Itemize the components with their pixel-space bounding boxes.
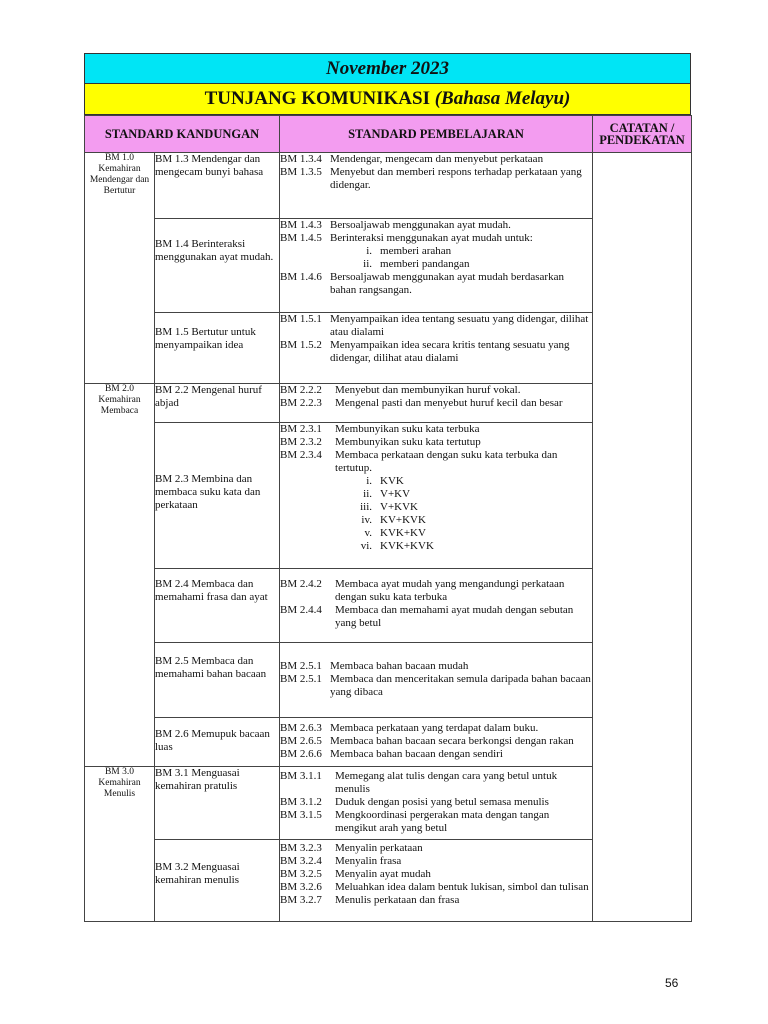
catatan-cell <box>593 153 692 922</box>
header-pembelajaran: STANDARD PEMBELAJARAN <box>280 116 593 153</box>
list-item: BM 2.4.4 Membaca dan memahami ayat mudah dengan sebutan yang betul <box>280 604 574 629</box>
list-item: BM 1.4.6 Bersoaljawab menggunakan ayat mudah berdasarkan bahan rangsangan. <box>280 271 564 296</box>
pembelajaran-cell <box>280 840 593 922</box>
list-item: BM 2.6.3 Membaca perkataan yang terdapat dalam buku. <box>280 722 539 734</box>
table-row <box>85 153 692 219</box>
sub-item: i. memberi arahan <box>366 245 452 257</box>
list-item: BM 3.2.5 Menyalin ayat mudah <box>280 868 431 880</box>
list-item: BM 1.3.5 Menyebut dan memberi respons terhadap perkataan yang didengar. <box>280 166 582 191</box>
sub-item: ii. memberi pandangan <box>363 258 470 270</box>
pembelajaran-cell <box>280 643 593 718</box>
title-banner <box>84 84 691 115</box>
list-item: BM 3.2.3 Menyalin perkataan <box>280 842 423 854</box>
month-banner <box>84 53 691 84</box>
list-item: BM 3.1.1 Memegang alat tulis dengan cara yang betul untuk menulis <box>280 770 558 795</box>
group-bm3: BM 3.0 Kemahiran Menulis <box>85 767 155 922</box>
page-number: 56 <box>665 976 679 990</box>
table-header-row <box>85 116 692 153</box>
month-label: November 2023 <box>326 58 449 79</box>
pembelajaran-cell <box>280 313 593 384</box>
kandungan-cell: BM 2.6 Memupuk bacaan luas <box>155 718 280 767</box>
pembelajaran-cell <box>280 767 593 840</box>
list-item: BM 2.3.1 Membunyikan suku kata terbuka <box>280 423 480 435</box>
pembelajaran-cell <box>280 219 593 313</box>
sub-item: i. KVK <box>366 475 404 487</box>
list-item: BM 1.3.4 Mendengar, mengecam dan menyebut perkataan <box>280 153 544 165</box>
pembelajaran-cell <box>280 569 593 643</box>
sub-item: iii. V+KVK <box>360 501 418 513</box>
kandungan-cell: BM 2.5 Membaca dan memahami bahan bacaan <box>155 643 280 718</box>
list-item: BM 3.2.4 Menyalin frasa <box>280 855 402 867</box>
list-item: BM 2.2.3 Mengenal pasti dan menyebut huruf kecil dan besar <box>280 397 563 409</box>
list-item: BM 2.6.5 Membaca bahan bacaan secara berkongsi dengan rakan <box>280 735 574 747</box>
kandungan-cell: BM 2.3 Membina dan membaca suku kata dan perkataan <box>155 423 280 569</box>
standards-table <box>84 115 692 922</box>
sub-item: ii. V+KV <box>363 488 411 500</box>
kandungan-cell: BM 2.4 Membaca dan memahami frasa dan ayat <box>155 569 280 643</box>
list-item: BM 2.5.1 Membaca bahan bacaan mudah <box>280 660 469 672</box>
list-item: BM 2.3.4 Membaca perkataan dengan suku kata terbuka dan tertutup. <box>280 449 558 474</box>
list-item: BM 2.4.2 Membaca ayat mudah yang mengandungi perkataan dengan suku kata terbuka <box>280 578 565 603</box>
pembelajaran-cell <box>280 153 593 219</box>
list-item: BM 1.4.3 Bersoaljawab menggunakan ayat mudah. <box>280 219 511 231</box>
list-item: BM 3.2.7 Menulis perkataan dan frasa <box>280 894 460 906</box>
sub-item: vi. KVK+KVK <box>360 540 434 552</box>
list-item: BM 1.4.5 Berinteraksi menggunakan ayat mudah untuk: <box>280 232 533 244</box>
list-item: BM 2.3.2 Membunyikan suku kata tertutup <box>280 436 481 448</box>
pembelajaran-cell <box>280 423 593 569</box>
sub-item: v. KVK+KV <box>364 527 426 539</box>
kandungan-cell: BM 1.3 Mendengar dan mengecam bunyi bahasa <box>155 153 280 219</box>
pembelajaran-cell <box>280 718 593 767</box>
header-kandungan: STANDARD KANDUNGAN <box>85 116 280 153</box>
kandungan-cell: BM 3.2 Menguasai kemahiran menulis <box>155 840 280 922</box>
header-catatan: CATATAN / PENDEKATAN <box>593 116 692 153</box>
curriculum-sheet <box>84 53 691 922</box>
list-item: BM 1.5.1 Menyampaikan idea tentang sesuatu yang didengar, dilihat atau dialami <box>280 313 589 338</box>
list-item: BM 3.1.5 Mengkoordinasi pergerakan mata dengan tangan mengikut arah yang betul <box>280 809 550 834</box>
group-bm1: BM 1.0 Kemahiran Mendengar dan Bertutur <box>85 153 155 384</box>
list-item: BM 2.5.1 Membaca dan menceritakan semula daripada bahan bacaan yang dibaca <box>280 673 591 698</box>
kandungan-cell: BM 1.5 Bertutur untuk menyampaikan idea <box>155 313 280 384</box>
kandungan-cell: BM 3.1 Menguasai kemahiran pratulis <box>155 767 280 840</box>
title-main: TUNJANG KOMUNIKASI <box>204 88 430 109</box>
pembelajaran-cell <box>280 384 593 423</box>
list-item: BM 1.5.2 Menyampaikan idea secara kritis tentang sesuatu yang didengar, dilihat atau dialami <box>280 339 570 364</box>
list-item: BM 2.2.2 Menyebut dan membunyikan huruf vokal. <box>280 384 521 396</box>
list-item: BM 2.6.6 Membaca bahan bacaan dengan sendiri <box>280 748 503 760</box>
list-item: BM 3.1.2 Duduk dengan posisi yang betul semasa menulis <box>280 796 549 808</box>
list-item: BM 3.2.6 Meluahkan idea dalam bentuk lukisan, simbol dan tulisan <box>280 881 589 893</box>
group-bm2: BM 2.0 Kemahiran Membaca <box>85 384 155 767</box>
sub-item: iv. KV+KVK <box>361 514 426 526</box>
kandungan-cell: BM 2.2 Mengenal huruf abjad <box>155 384 280 423</box>
kandungan-cell: BM 1.4 Berinteraksi menggunakan ayat mudah. <box>155 219 280 313</box>
title-sub: (Bahasa Melayu) <box>434 88 571 109</box>
